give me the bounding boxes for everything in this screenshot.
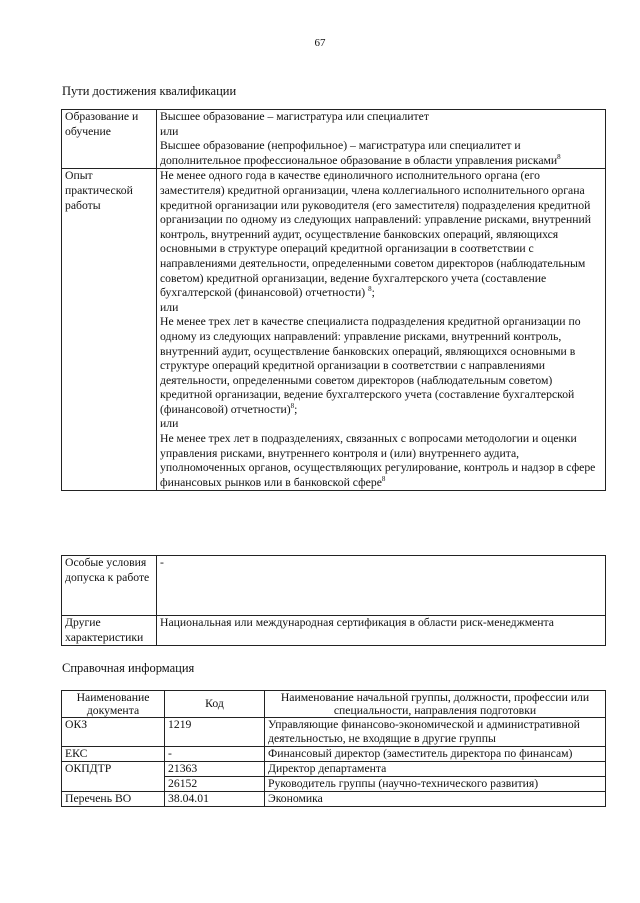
cell-doc: ОКЗ [62, 718, 165, 747]
qualification-table [61, 109, 606, 491]
experience-or: или [160, 417, 179, 431]
cell-code: 1219 [165, 718, 265, 747]
experience-paragraph-text: Не менее трех лет в подразделениях, связанных с вопросами методологии и оценки управления рисками, внутреннего контроля и (или) внутреннего аудита, уполномоченных органов, осуществляющих регулирование, контроль и надзор в сфере финансовых рынков или в банковской сфере [160, 432, 596, 489]
table-row [62, 616, 606, 646]
table-row [62, 747, 606, 762]
cell-name: Финансовый директор (заместитель директора по финансам) [265, 747, 606, 762]
education-value [157, 110, 606, 169]
header-name: Наименование начальной группы, должности, профессии или специальности, направления подготовки [265, 691, 606, 718]
header-document: Наименование документа [62, 691, 165, 718]
header-code: Код [165, 691, 265, 718]
reference-info-title: Справочная информация [62, 661, 195, 675]
footnote-ref: 8 [290, 401, 295, 410]
footnote-ref: 8 [381, 474, 386, 483]
experience-or: или [160, 300, 179, 314]
special-conditions-value: - [157, 556, 606, 616]
experience-paragraph-text: Не менее трех лет в качестве специалиста подразделения кредитной организации по одному из следующих направлений: управление рисками, внутренний контроль, внутренний аудит, осуществление банковских операций, являющихся основными в структуре операций кредитной организации в соответствии с направлениями деятельности, определенными советом директоров (наблюдательным советом) кредитной организации, ведение бухгалтерского учета (составление бухгалтерской (финансовой) отчетности) [160, 315, 581, 416]
experience-paragraph [160, 432, 602, 490]
experience-paragraph [160, 169, 602, 300]
cell-doc: Перечень ВО [62, 792, 165, 807]
paragraph-tail: ; [371, 286, 375, 300]
other-characteristics-value: Национальная или международная сертификация в области риск-менеджмента [157, 616, 606, 646]
table-row [62, 556, 606, 616]
cell-name: Директор департамента [265, 762, 606, 777]
other-characteristics-label: Другие характеристики [62, 616, 157, 646]
experience-label: Опыт практической работы [62, 169, 157, 491]
education-paragraph-text: Высшее образование (непрофильное) – магистратура или специалитет и дополнительное профессиональное образование в области управления рисками [160, 139, 558, 167]
experience-paragraph-text: Не менее одного года в качестве единоличного исполнительного органа (его заместителя) кредитной организации, члена коллегиального исполнительного органа кредитной организации или руководителя (его заместителя) подразделения кредитной организации по одному из следующих направлений: управление рисками, внутренний контроль, внутренний аудит, осуществление банковских операций, являющихся основными в структуре операций кредитной организации в соответствии с направлениями деятельности, определенными советом директоров (наблюдательным советом) кредитной организации, ведение бухгалтерского учета (составление бухгалтерской (финансовой) отчетности) [160, 169, 591, 300]
education-label: Образование и обучение [62, 110, 157, 169]
qualification-paths-title: Пути достижения квалификации [62, 84, 237, 98]
cell-code: 26152 [165, 777, 265, 792]
page-number: 67 [314, 37, 326, 49]
special-conditions-table [61, 555, 606, 646]
cell-doc: ЕКС [62, 747, 165, 762]
education-paragraph [160, 139, 602, 168]
special-conditions-label: Особые условия допуска к работе [62, 556, 157, 616]
cell-name: Управляющие финансово-экономической и административной деятельностью, не входящие в другие группы [265, 718, 606, 747]
cell-name: Экономика [265, 792, 606, 807]
table-header-row [62, 691, 606, 718]
table-row [62, 792, 606, 807]
table-row [62, 110, 606, 169]
table-row [62, 718, 606, 747]
cell-code: - [165, 747, 265, 762]
cell-name: Руководитель группы (научно-технического развития) [265, 777, 606, 792]
cell-code: 38.04.01 [165, 792, 265, 807]
footnote-ref: 8 [557, 152, 561, 161]
cell-doc: ОКПДТР [62, 762, 165, 792]
education-paragraph: Высшее образование – магистратура или специалитет [160, 110, 429, 123]
cell-code: 21363 [165, 762, 265, 777]
footnote-ref: 8 [368, 285, 372, 294]
experience-paragraph [160, 315, 602, 417]
experience-value [157, 169, 606, 491]
table-row [62, 169, 606, 491]
education-or: или [160, 124, 179, 138]
reference-table [61, 690, 606, 807]
table-row [62, 762, 606, 777]
paragraph-tail: ; [294, 402, 298, 416]
